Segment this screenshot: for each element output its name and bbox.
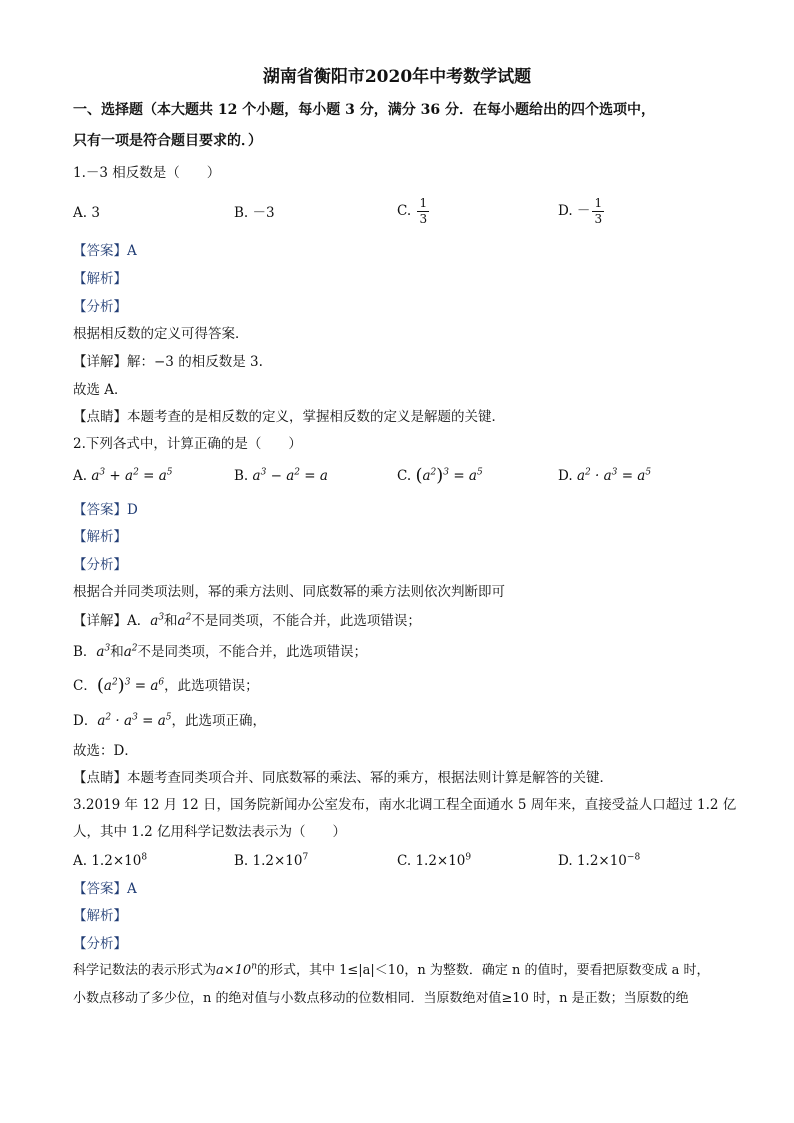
q3-jiexi: 【解析】 xyxy=(73,908,127,924)
q1-option-c: C. $\frac{1}{3}$ xyxy=(397,196,428,226)
q2-choose: 故选：D． xyxy=(73,743,138,759)
q2-dianjing: 【点睛】本题考查同类项合并、同底数幂的乘法、幂的乘方，根据法则计算是解答的关键． xyxy=(73,770,613,786)
fraction: $\frac{1}{3}$ xyxy=(419,196,428,226)
fraction: $\frac{1}{3}$ xyxy=(594,196,603,226)
q1-detail: 【详解】解：−3 的相反数是 3. xyxy=(73,354,263,370)
q1-answer: 【答案】A xyxy=(73,243,137,259)
q2-option-d: D. $a^2 \cdot a^3 = a^5$ xyxy=(558,467,652,484)
q1-stem: 1.－3 相反数是（ ） xyxy=(73,165,221,181)
q1-jiexi: 【解析】 xyxy=(73,271,127,287)
q2-detail-d: D．$a^2 \cdot a^3 = a^5$，此选项正确， xyxy=(73,712,266,729)
q2-option-b: B. $a^3 - a^2 = a$ xyxy=(234,467,328,484)
q1-option-a: A. 3 xyxy=(73,205,100,221)
q1-option-d: D. － $\frac{1}{3}$ xyxy=(558,196,603,226)
q2-jiexi: 【解析】 xyxy=(73,529,127,545)
q3-stem-line1: 3.2019 年 12 月 12 日，国务院新闻办公室发布，南水北调工程全面通水 5 周年来，直接受益人口超过 1.2 亿 xyxy=(73,797,737,813)
q2-answer: 【答案】D xyxy=(73,502,138,518)
q1-choose: 故选 A． xyxy=(73,382,128,398)
page-title: 湖南省衡阳市2020年中考数学试题 xyxy=(262,67,532,87)
q1-dianjing: 【点睛】本题考查的是相反数的定义，掌握相反数的定义是解题的关键． xyxy=(73,409,505,425)
q3-option-a: A. $1.2\times 10^8$ xyxy=(73,852,148,869)
q3-fenxi-line2: 小数点移动了多少位，n 的绝对值与小数点移动的位数相同．当原数绝对值≥10 时，n 是正数；当原数的绝 xyxy=(73,991,689,1006)
q2-fenxi: 【分析】 xyxy=(73,557,127,573)
q2-option-c: C. $(a^2)^3 = a^5$ xyxy=(397,465,483,486)
q3-fenxi-line1: 科学记数法的表示形式为$a\times 10^n$的形式，其中 1≤|a|＜10，n 为整数．确定 n 的值时，要看把原数变成 a 时， xyxy=(73,961,710,978)
q3-fenxi: 【分析】 xyxy=(73,936,127,952)
section-heading-line1: 一、选择题（本大题共 12 个小题，每小题 3 分，满分 36 分．在每小题给出的四个选项中， xyxy=(73,102,655,118)
q3-option-c: C. $1.2\times 10^9$ xyxy=(397,852,472,869)
q3-option-d: D. $1.2\times 10^{-8}$ xyxy=(558,852,641,869)
q1-fenxi-text: 根据相反数的定义可得答案． xyxy=(73,326,249,342)
q1-option-b: B. －3 xyxy=(234,205,275,221)
q3-option-b: B. $1.2\times 10^7$ xyxy=(234,852,309,869)
q2-stem: 2.下列各式中，计算正确的是（ ） xyxy=(73,436,302,452)
q2-detail-b: B．$a^3$和$a^2$不是同类项，不能合并，此选项错误； xyxy=(73,643,368,660)
q2-option-a: A. $a^3 + a^2 = a^5$ xyxy=(73,467,173,484)
q3-stem-line2: 人，其中 1.2 亿用科学记数法表示为（ ） xyxy=(73,824,347,840)
q2-detail-c: C．$(a^2)^3 = a^6$，此选项错误； xyxy=(73,675,259,696)
section-heading-line2: 只有一项是符合题目要求的．） xyxy=(73,133,262,149)
q3-answer: 【答案】A xyxy=(73,881,137,897)
q2-detail-a: 【详解】A．$a^3$和$a^2$不是同类项，不能合并，此选项错误； xyxy=(73,612,421,629)
q1-fenxi: 【分析】 xyxy=(73,299,127,315)
q2-fenxi-text: 根据合并同类项法则，幂的乘方法则、同底数幂的乘方法则依次判断即可 xyxy=(73,584,505,600)
